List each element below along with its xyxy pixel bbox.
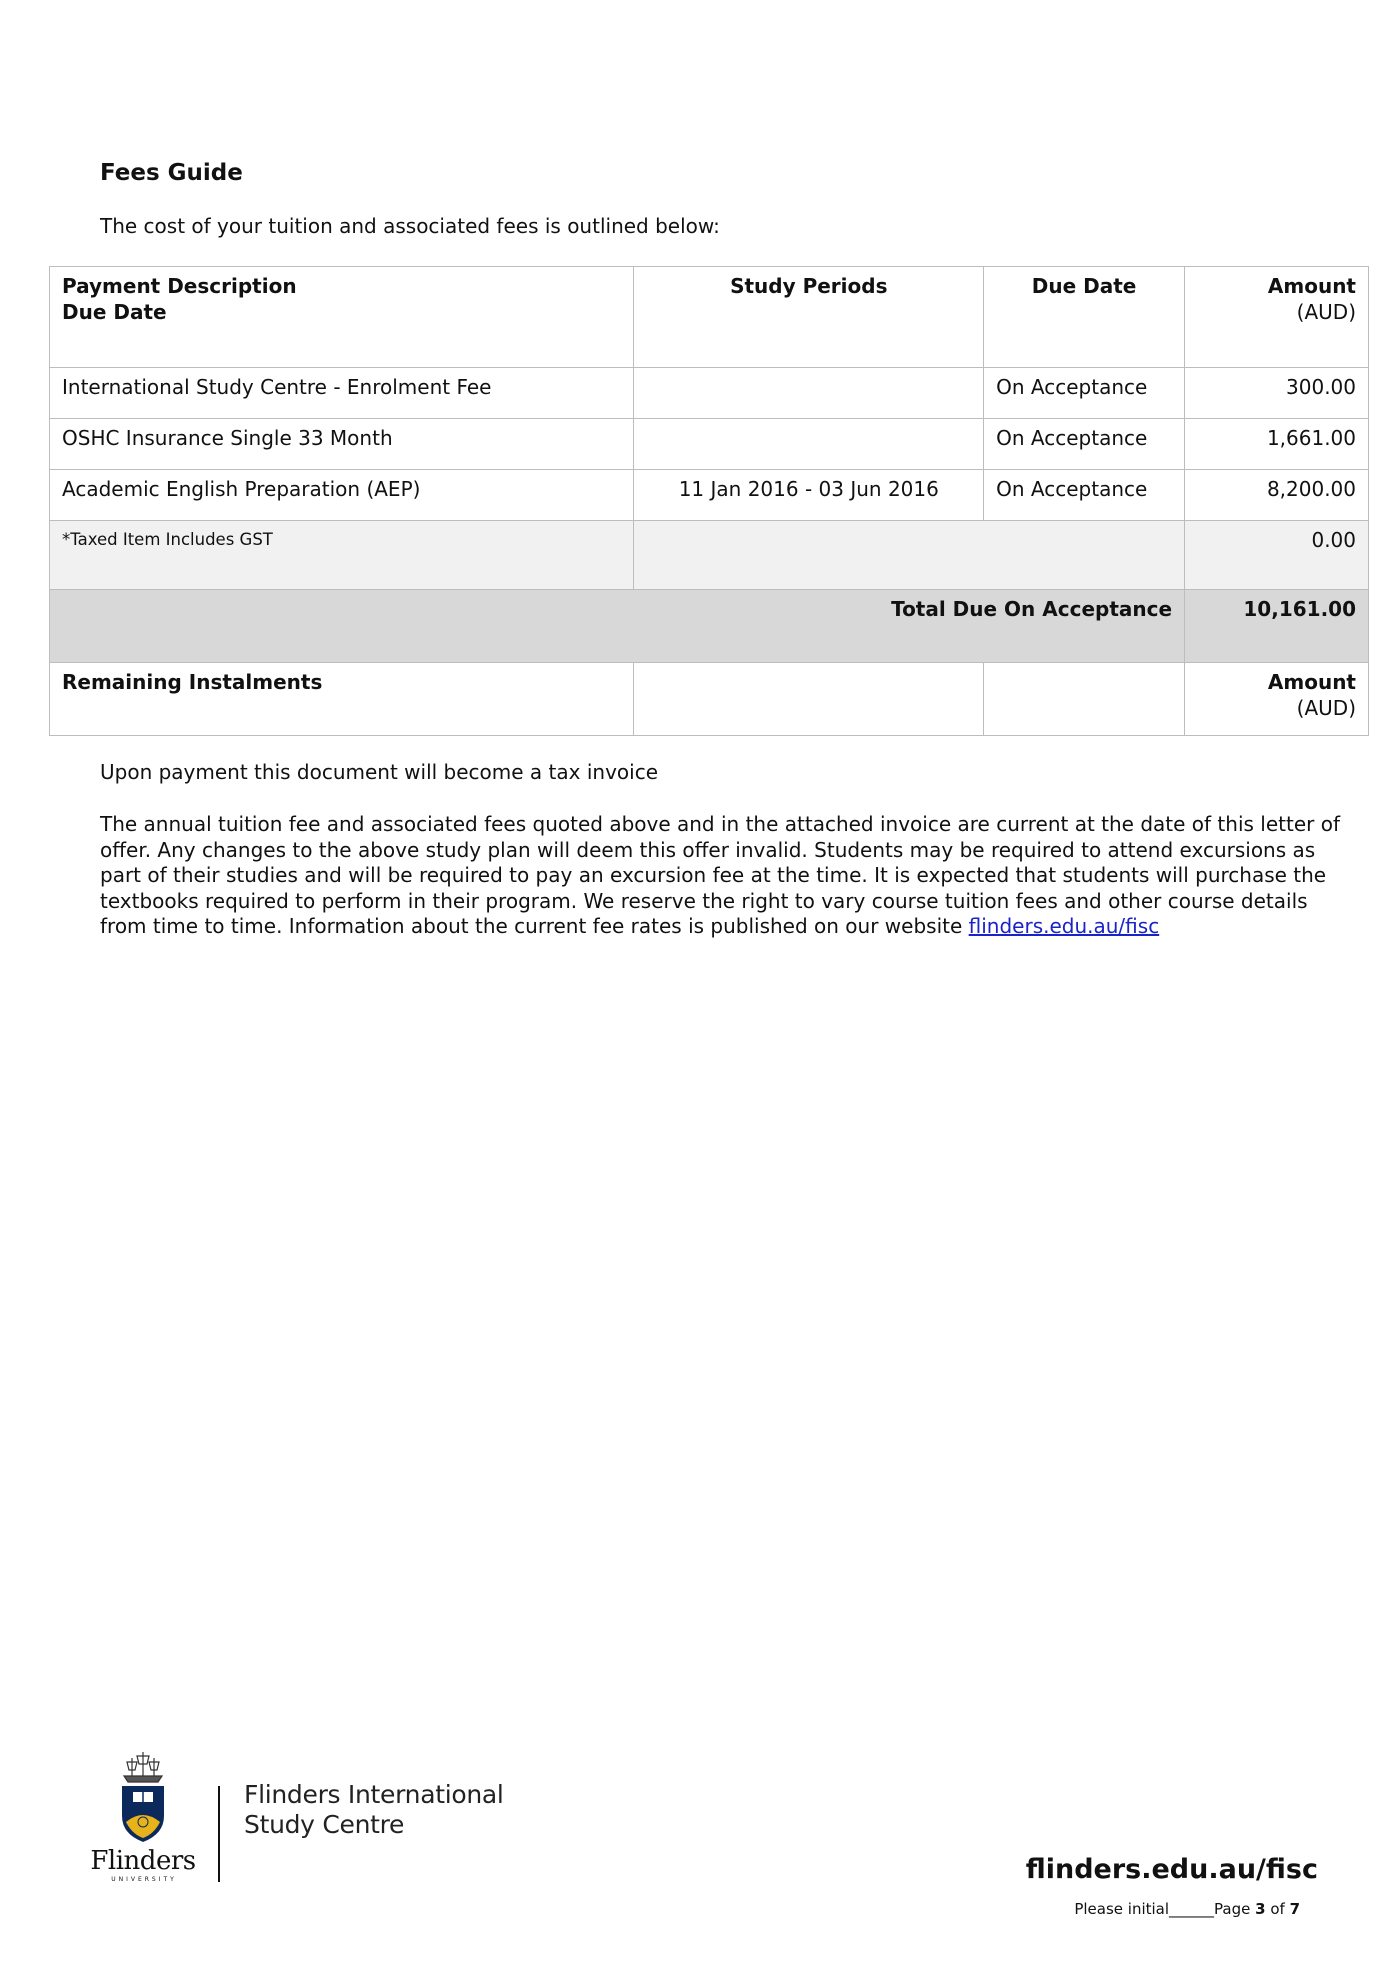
- header-description-label: Payment Description: [62, 274, 297, 298]
- page-of: of: [1265, 1900, 1290, 1918]
- instalments-blank-2: [984, 663, 1185, 736]
- header-currency-label: (AUD): [1296, 300, 1356, 324]
- table-row: [50, 470, 1369, 521]
- row-study-period: [634, 368, 984, 419]
- header-due-date: Due Date: [984, 267, 1185, 368]
- tax-amount: 0.00: [1185, 521, 1369, 590]
- total-label: Total Due On Acceptance: [50, 590, 1185, 663]
- ship-crest-icon: [88, 1750, 198, 1850]
- row-study-period: 11 Jan 2016 - 03 Jun 2016: [634, 470, 984, 521]
- instalments-label: Remaining Instalments: [50, 663, 634, 736]
- row-due-date: On Acceptance: [984, 419, 1185, 470]
- instalments-currency-label: (AUD): [1296, 696, 1356, 720]
- total-row: [50, 590, 1369, 663]
- row-study-period: [634, 419, 984, 470]
- row-description: International Study Centre - Enrolment Fee: [50, 368, 634, 419]
- row-amount: 8,200.00: [1185, 470, 1369, 521]
- centre-name-line1: Flinders International: [244, 1780, 504, 1809]
- terms-paragraph: [100, 812, 1340, 940]
- table-header-row: [50, 267, 1369, 368]
- flinders-university-logo: [88, 1750, 208, 1882]
- tax-note-row: [50, 521, 1369, 590]
- terms-text: The annual tuition fee and associated fees quoted above and in the attached invoice are current at the date of this letter of offer. Any changes to the above study plan will deem this offer invalid. Students may be required to attend excursions as part of their studies and will be required to pay an excursion fee at the time. It is expected that students will purchase the textbooks required to perform in their program. We reserve the right to vary course tuition fees and other course details from time to time. Information about the current fee rates is published on our website: [100, 812, 1340, 938]
- tax-row-blank: [634, 521, 1185, 590]
- page-total: 7: [1289, 1900, 1300, 1918]
- instalments-amount-label: Amount: [1267, 670, 1356, 694]
- page-title: Fees Guide: [100, 160, 243, 186]
- header-amount: [1185, 267, 1369, 368]
- centre-name-line2: Study Centre: [244, 1810, 405, 1839]
- initial-label: Please initial______Page: [1074, 1900, 1256, 1918]
- header-payment-description: [50, 267, 634, 368]
- row-due-date: On Acceptance: [984, 470, 1185, 521]
- row-description: Academic English Preparation (AEP): [50, 470, 634, 521]
- header-due-date-sublabel: Due Date: [62, 300, 167, 324]
- row-due-date: On Acceptance: [984, 368, 1185, 419]
- logo-wordmark: Flinders: [90, 1846, 196, 1876]
- fisc-website-link[interactable]: flinders.edu.au/fisc: [968, 914, 1160, 938]
- tax-invoice-note: Upon payment this document will become a tax invoice: [100, 760, 658, 784]
- page-indicator: [1074, 1900, 1300, 1918]
- header-amount-label: Amount: [1267, 274, 1356, 298]
- instalments-row: [50, 663, 1369, 736]
- centre-name: [244, 1780, 504, 1840]
- row-description: OSHC Insurance Single 33 Month: [50, 419, 634, 470]
- intro-text: The cost of your tuition and associated fees is outlined below:: [100, 214, 720, 238]
- row-amount: 300.00: [1185, 368, 1369, 419]
- footer-website: flinders.edu.au/fisc: [1025, 1854, 1318, 1885]
- tax-note: *Taxed Item Includes GST: [50, 521, 634, 590]
- page-current: 3: [1255, 1900, 1266, 1918]
- instalments-blank-1: [634, 663, 984, 736]
- total-amount: 10,161.00: [1185, 590, 1369, 663]
- logo-subword: UNIVERSITY: [111, 1876, 177, 1883]
- row-amount: 1,661.00: [1185, 419, 1369, 470]
- table-row: [50, 419, 1369, 470]
- table-row: [50, 368, 1369, 419]
- header-study-periods: Study Periods: [634, 267, 984, 368]
- instalments-amount-header: [1185, 663, 1369, 736]
- logo-divider: [218, 1786, 220, 1882]
- fees-table: [49, 266, 1369, 736]
